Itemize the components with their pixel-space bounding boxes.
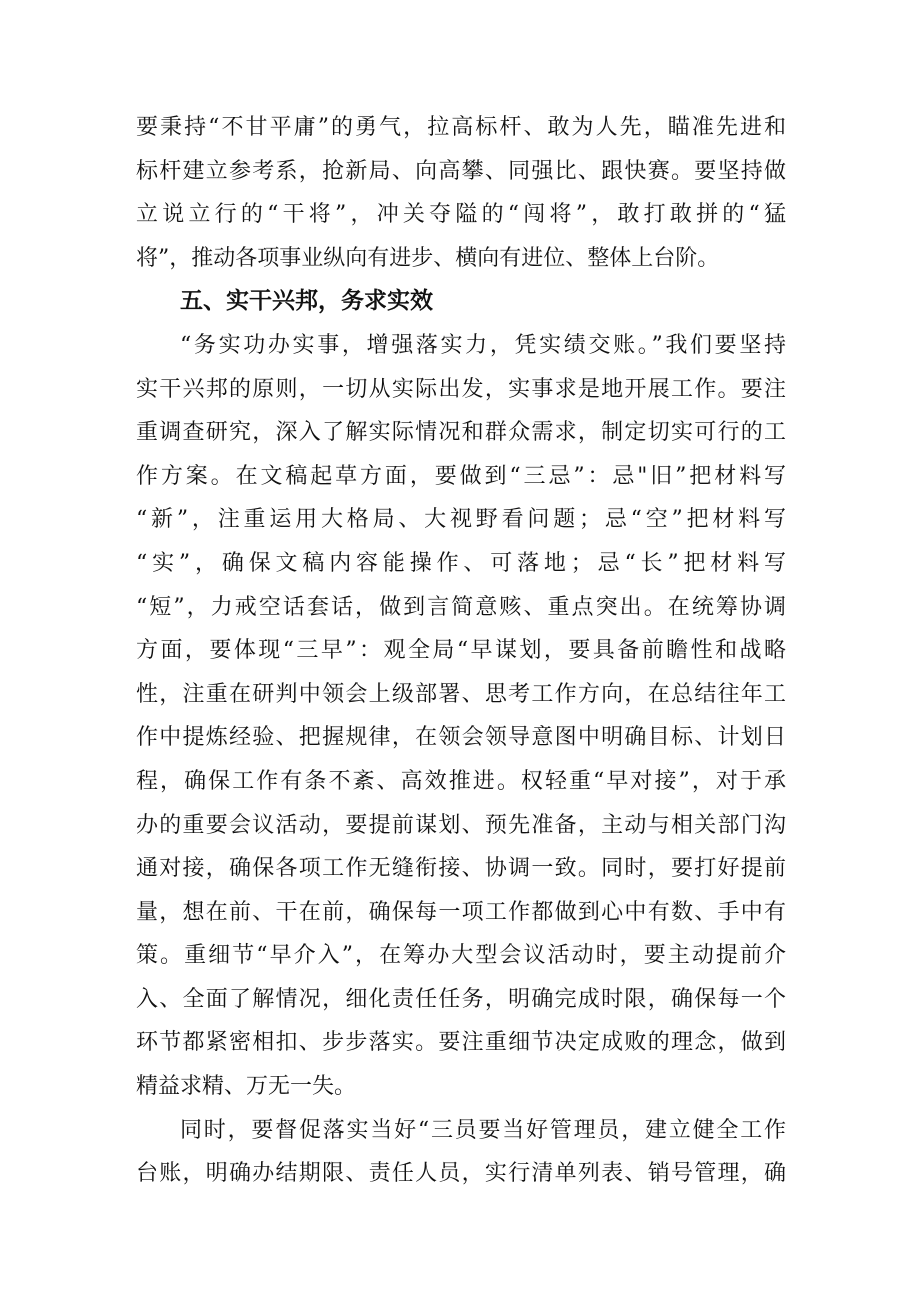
text-line: 将”，推动各项事业纵向有进步、横向有进位、整体上台阶。 (136, 245, 720, 271)
text-line: “新”，注重运用大格局、大视野看问题；忌“空”把材料写 (136, 507, 786, 533)
text-line: 重调查研究，深入了解实际情况和群众需求，制定切实可行的工 (136, 420, 786, 446)
text-line: 同时，要督促落实当好“三员要当好管理员，建立健全工作 (180, 1117, 786, 1143)
text-line: 策。重细节“早介入”，在筹办大型会议活动时，要主动提前介 (136, 943, 786, 969)
text-line: “短”，力戒空话套话，做到言简意赅、重点突出。在统筹协调 (136, 594, 786, 620)
paragraph-1 (136, 106, 786, 280)
paragraph-3 (136, 1109, 786, 1196)
text-line: 作中提炼经验、把握规律，在领会领导意图中明确目标、计划日 (136, 725, 786, 751)
text-line: 方面，要体现“三早”：观全局“早谋划，要具备前瞻性和战略 (136, 638, 786, 664)
text-line: 台账，明确办结期限、责任人员，实行清单列表、销号管理，确 (136, 1161, 786, 1187)
text-line: 环节都紧密相扣、步步落实。要注重细节决定成败的理念，做到 (136, 1030, 786, 1056)
text-line: 通对接，确保各项工作无缝衔接、协调一致。同时，要打好提前 (136, 856, 786, 882)
text-line: 性，注重在研判中领会上级部署、思考工作方向，在总结往年工 (136, 681, 786, 707)
paragraph-2 (136, 324, 786, 1109)
text-line: 标杆建立参考系，抢新局、向高攀、同强比、跟快赛。要坚持做 (136, 158, 786, 184)
text-line: 作方案。在文稿起草方面，要做到“三忌”：忌"旧”把材料写 (136, 463, 786, 489)
text-line: 入、全面了解情况，细化责任任务，明确完成时限，确保每一个 (136, 986, 786, 1012)
text-line: 实干兴邦的原则，一切从实际出发，实事求是地开展工作。要注 (136, 376, 786, 402)
section-heading: 五、实干兴邦，务求实效 (180, 288, 433, 315)
text-line: 精益求精、万无一失。 (136, 1074, 357, 1100)
text-line: 立说立行的“干将”，冲关夺隘的“闯将”，敢打敢拼的“猛 (136, 202, 786, 228)
document-body (136, 106, 786, 1196)
text-line: 要秉持“不甘平庸”的勇气，拉高标杆、敢为人先，瞄准先进和 (136, 115, 786, 140)
text-line: “务实功办实事，增强落实力，凭实绩交账。”我们要坚持 (180, 332, 786, 358)
text-line: “实”，确保文稿内容能操作、可落地；忌“长”把材料写 (136, 550, 786, 576)
text-line: 办的重要会议活动，要提前谋划、预先准备，主动与相关部门沟 (136, 812, 786, 838)
text-line: 程，确保工作有条不紊、高效推进。权轻重“早对接”，对于承 (136, 768, 786, 794)
text-line: 量，想在前、干在前，确保每一项工作都做到心中有数、手中有 (136, 899, 786, 925)
